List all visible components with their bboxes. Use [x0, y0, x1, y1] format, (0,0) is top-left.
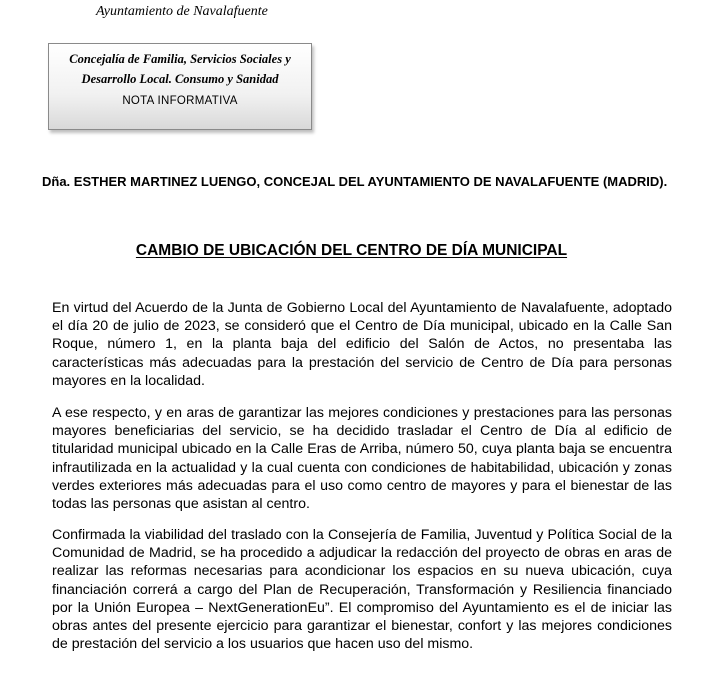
department-name-line-2: Desarrollo Local. Consumo y Sanidad: [81, 72, 279, 86]
department-name-line-1: Concejalía de Familia, Servicios Sociales y: [69, 52, 291, 66]
body-paragraph-2: A ese respecto, y en aras de garantizar las mejores condiciones y prestaciones para las personas mayores beneficiarias del servicio, se ha decidido trasladar el Centro de Día al edificio de titularidad municipal ubicado en la Calle Eras de Arriba, número 50, cuya planta baja se encuentra infrautilizada en la actualidad y la cual cuenta con condiciones de habitabilidad, ubicación y zonas verdes exteriores más adecuadas para el uso como centro de mayores y para el bienestar de las todas las personas que asistan al centro.: [52, 405, 672, 513]
department-header-box: [48, 43, 312, 130]
document-type-label: NOTA INFORMATIVA: [122, 95, 238, 107]
body-paragraph-1: En virtud del Acuerdo de la Junta de Gobierno Local del Ayuntamiento de Navalafuente, adoptado el día 20 de julio de 2023, se consideró que el Centro de Día municipal, ubicado en la Calle San Roque, número 1, en la planta baja del edificio del Salón de Actos, no presentaba las características más adecuadas para la prestación del servicio de Centro de Día para personas mayores en la localidad.: [52, 300, 672, 389]
body-paragraph-3: Confirmada la viabilidad del traslado con la Consejería de Familia, Juventud y Política Social de la Comunidad de Madrid, se ha procedido a adjudicar la redacción del proyecto de obras en aras de realizar las reformas necesarias para acondicionar los espacios en su nueva ubicación, cuya financiación correrá a cargo del Plan de Recuperación, Transformación y Resiliencia financiado por la Unión Europea – NextGenerationEu”. El compromiso del Ayuntamiento es el de iniciar las obras antes del presente ejercicio para garantizar el bienestar, confort y las mejores condiciones de prestación del servicio a los usuarios que hacen uso del mismo.: [52, 527, 672, 653]
document-title: CAMBIO DE UBICACIÓN DEL CENTRO DE DÍA MUNICIPAL: [135, 242, 568, 259]
organization-name: Ayuntamiento de Navalafuente: [96, 4, 268, 19]
author-line: Dña. ESTHER MARTINEZ LUENGO, CONCEJAL DEL AYUNTAMIENTO DE NAVALAFUENTE (MADRID).: [42, 174, 668, 189]
